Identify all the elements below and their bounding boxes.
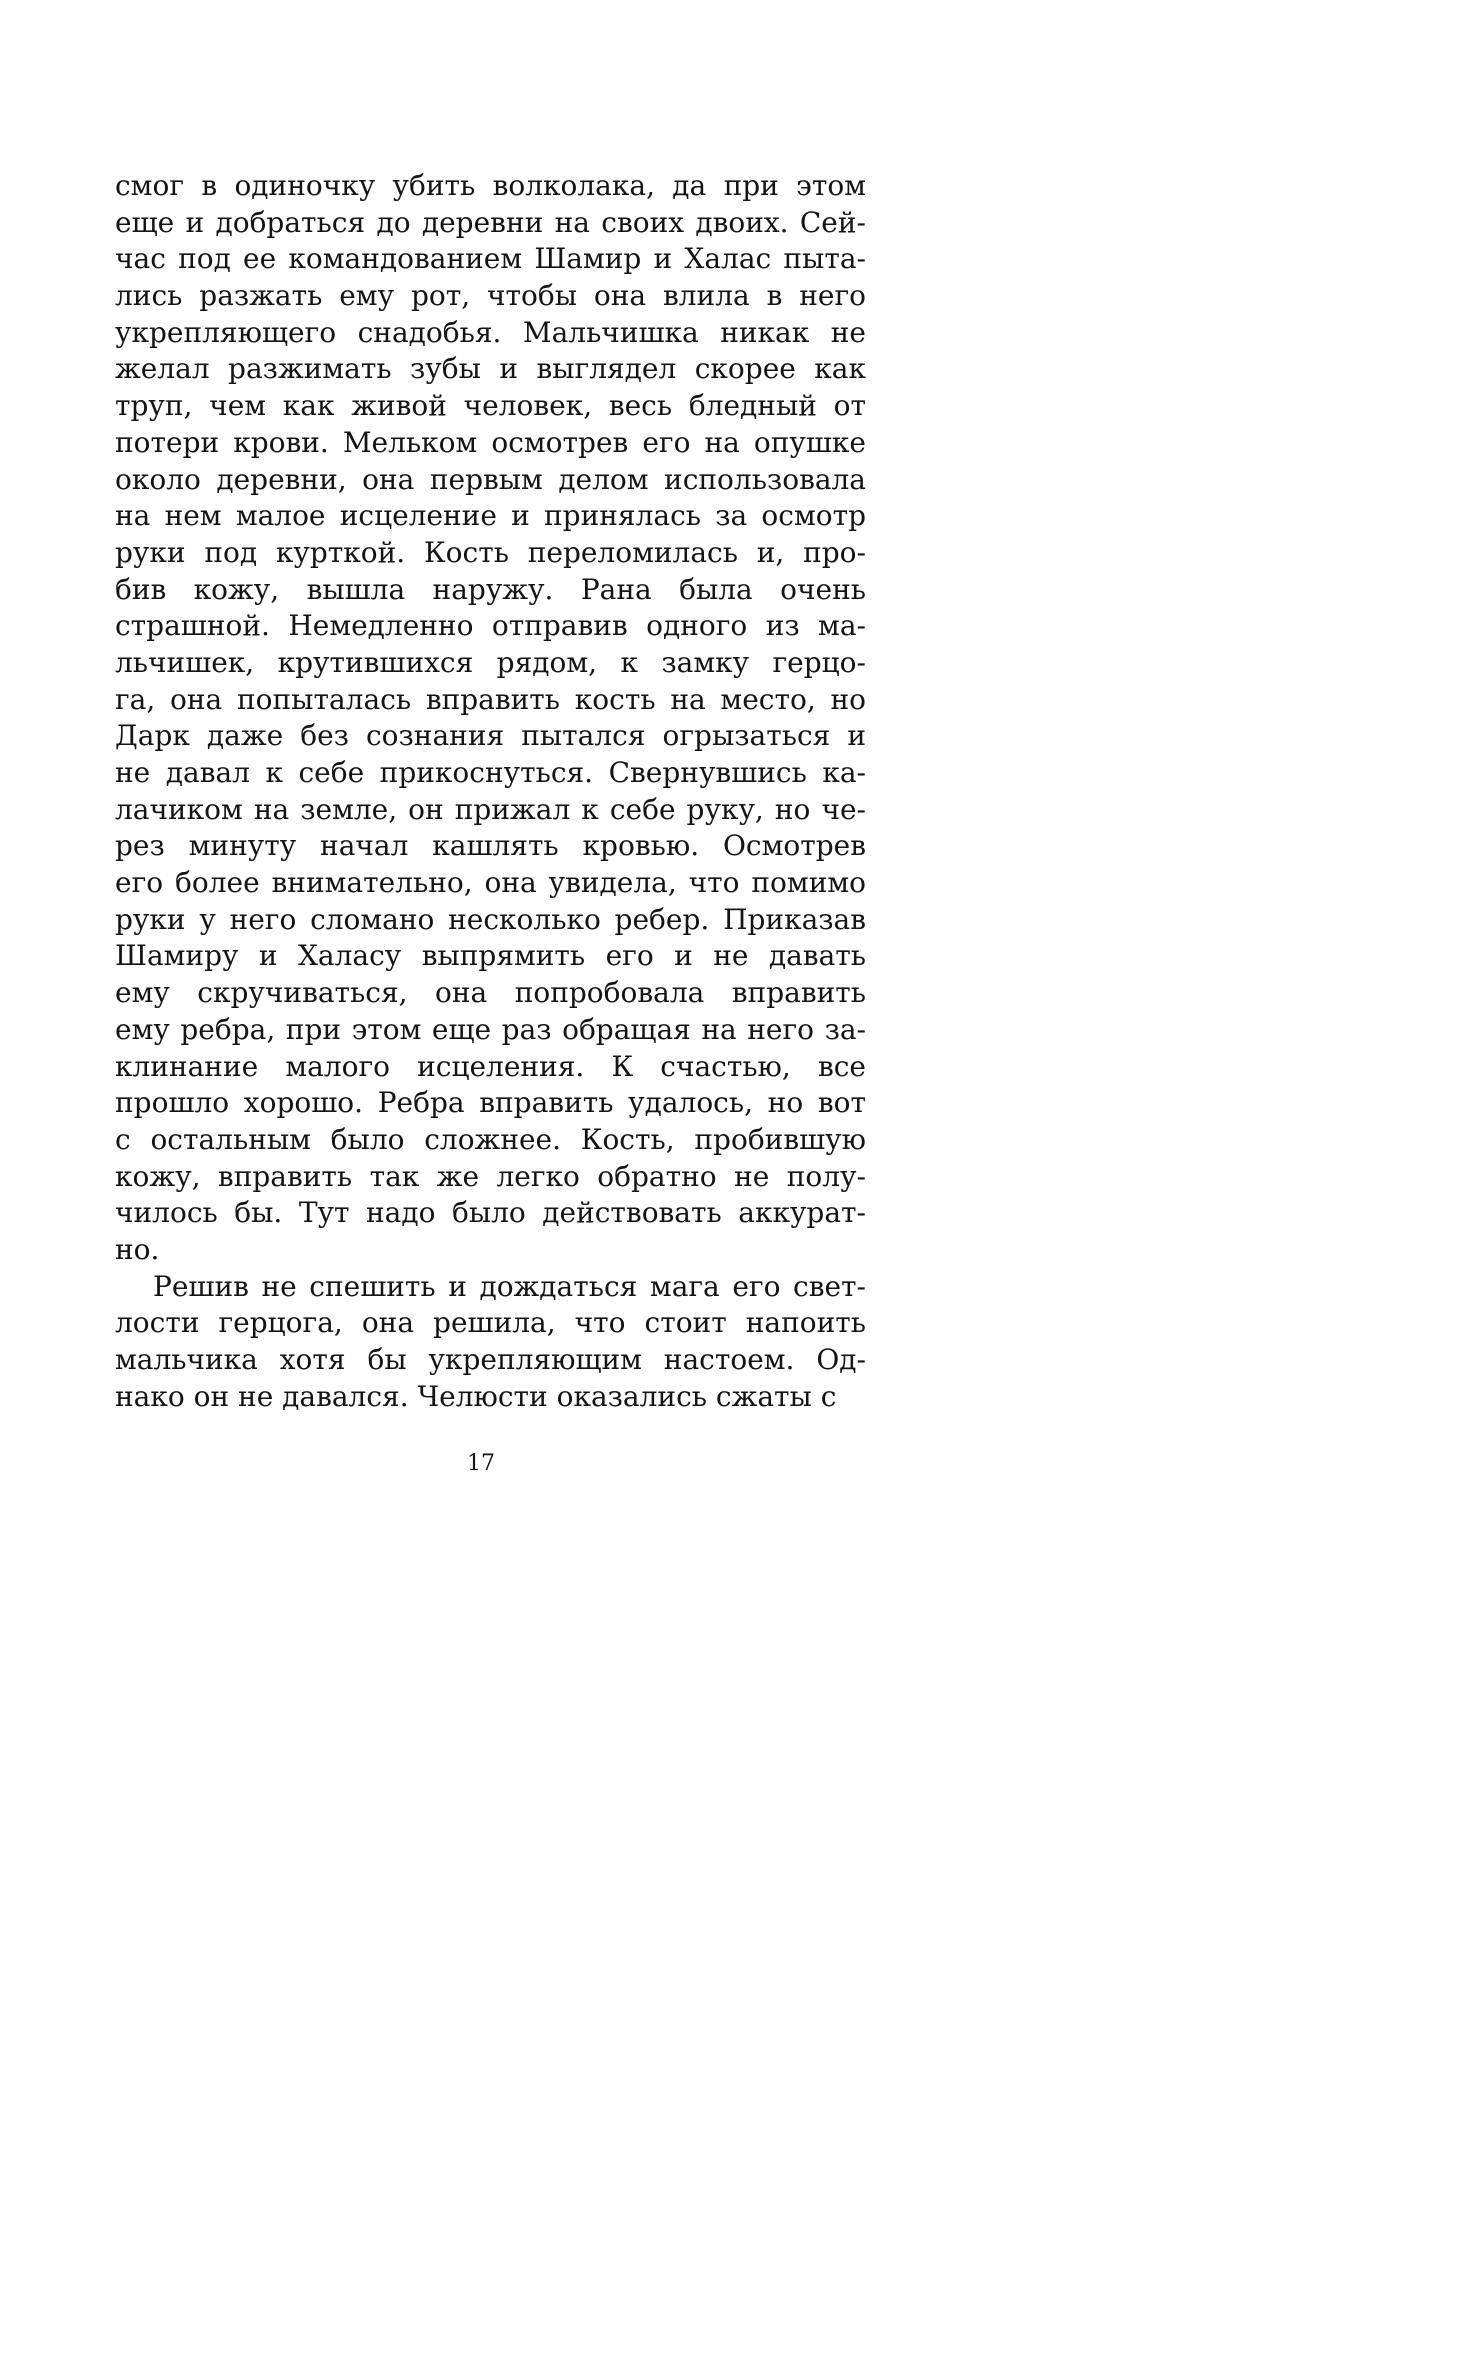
text-line: чилось бы. Тут надо было действовать аккурат- [115, 1196, 866, 1230]
text-line: га, она попыталась вправить кость на место, но [115, 682, 866, 716]
body-text [115, 168, 866, 1415]
text-line: лачиком на земле, он прижал к себе руку, но че- [115, 792, 866, 826]
text-line: Решив не спешить и дождаться мага его свет- [153, 1269, 866, 1303]
text-line: не давал к себе прикоснуться. Свернувшись ка- [115, 756, 866, 789]
text-line: лись разжать ему рот, чтобы она влила в него [115, 279, 866, 313]
text-line: ему скручиваться, она попробовала вправить [115, 976, 866, 1010]
text-line: час под ее командованием Шамир и Халас пыта- [115, 242, 866, 276]
text-line: бив кожу, вышла наружу. Рана была очень [115, 572, 866, 606]
text-line: прошло хорошо. Ребра вправить удалось, но вот [115, 1086, 866, 1120]
text-line: ему ребра, при этом еще раз обращая на него за- [115, 1012, 866, 1046]
text-line: Шамиру и Халасу выпрямить его и не давать [115, 939, 866, 973]
text-line: желал разжимать зубы и выглядел скорее как [115, 352, 866, 386]
text-line: на нем малое исцеление и принялась за осмотр [115, 499, 866, 533]
text-line: около деревни, она первым делом использовала [115, 462, 866, 496]
text-line: еще и добраться до деревни на своих двоих. Сей- [115, 205, 866, 239]
text-line: смог в одиночку убить волколака, да при этом [115, 169, 866, 202]
text-line: потери крови. Мельком осмотрев его на опушке [115, 425, 866, 459]
text-line: страшной. Немедленно отправив одного из ма- [115, 609, 866, 643]
text-line: Дарк даже без сознания пытался огрызаться и [115, 719, 866, 753]
text-line: рез минуту начал кашлять кровью. Осмотрев [115, 829, 866, 863]
text-line: труп, чем как живой человек, весь бледный от [115, 389, 866, 423]
text-line: мальчика хотя бы укрепляющим настоем. Од- [115, 1343, 866, 1376]
book-page [0, 0, 962, 1543]
text-line: льчишек, крутившихся рядом, к замку герцо- [115, 645, 866, 679]
text-line: его более внимательно, она увидела, что помимо [115, 866, 866, 900]
text-line: с остальным было сложнее. Кость, пробившую [115, 1122, 866, 1156]
page-number: 17 [467, 1451, 495, 1476]
text-line: руки под курткой. Кость переломилась и, про- [115, 535, 866, 569]
text-line: руки у него сломано несколько ребер. Приказав [115, 902, 866, 936]
text-line: лости герцога, она решила, что стоит напоить [115, 1306, 866, 1340]
text-line: кожу, вправить так же легко обратно не полу- [115, 1159, 866, 1193]
text-line: но. [115, 1232, 160, 1266]
text-line: нако он не давался. Челюсти оказались сжаты с [115, 1379, 837, 1413]
text-line: клинание малого исцеления. К счастью, все [115, 1049, 866, 1083]
text-line: укрепляющего снадобья. Мальчишка никак не [115, 315, 866, 349]
